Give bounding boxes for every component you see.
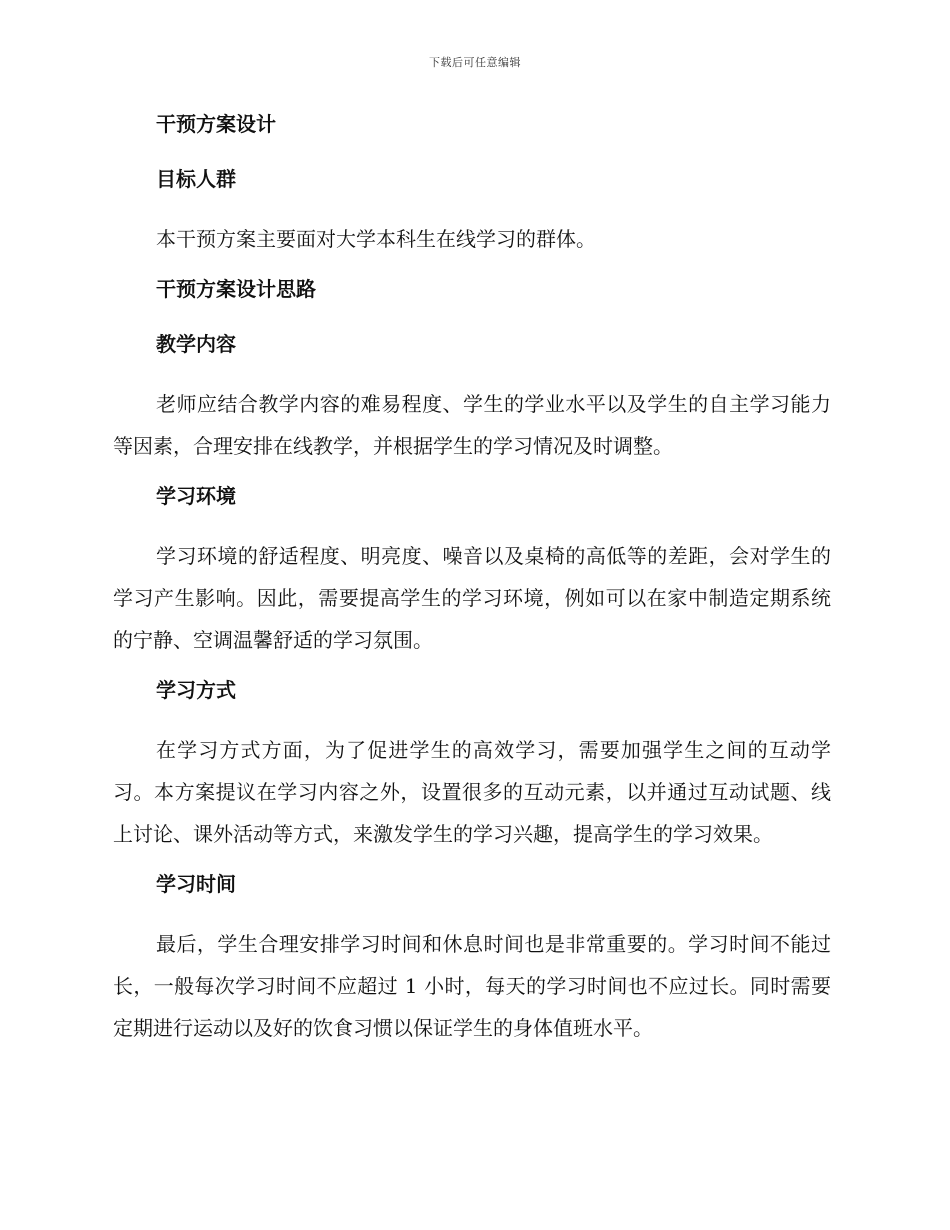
section-paragraph-learning-time: 最后，学生合理安排学习时间和休息时间也是非常重要的。学习时间不能过长，一般每次学习时间不应超过 1 小时，每天的学习时间也不应过长。同时需要定期进行运动以及好的饮食习惯以保证学生的身体值班水平。 <box>113 932 831 1040</box>
document-title: 干预方案设计 <box>156 112 276 136</box>
section-heading-target-group: 目标人群 <box>156 167 236 191</box>
section-paragraph-learning-method: 在学习方式方面，为了促进学生的高效学习，需要加强学生之间的互动学习。本方案提议在学习内容之外，设置很多的互动元素，以并通过互动试题、线上讨论、课外活动等方式，来激发学生的学习兴趣，提高学生的学习效果。 <box>113 738 831 846</box>
section-heading-learning-time: 学习时间 <box>156 872 236 896</box>
document-body <box>113 108 831 1049</box>
section-paragraph-teaching-content: 老师应结合教学内容的难易程度、学生的学业水平以及学生的自主学习能力等因素，合理安排在线教学，并根据学生的学习情况及时调整。 <box>113 392 831 458</box>
section-heading-teaching-content: 教学内容 <box>156 332 236 356</box>
section-heading-learning-environment: 学习环境 <box>156 484 236 508</box>
section-paragraph-learning-environment: 学习环境的舒适程度、明亮度、噪音以及桌椅的高低等的差距，会对学生的学习产生影响。因此，需要提高学生的学习环境，例如可以在家中制造定期系统的宁静、空调温馨舒适的学习氛围。 <box>113 544 831 652</box>
section-paragraph-target-group: 本干预方案主要面对大学本科生在线学习的群体。 <box>156 227 596 251</box>
section-heading-learning-method: 学习方式 <box>156 678 236 702</box>
header-note: 下载后可任意编辑 <box>429 56 521 69</box>
section-heading-design-idea: 干预方案设计思路 <box>156 277 316 301</box>
